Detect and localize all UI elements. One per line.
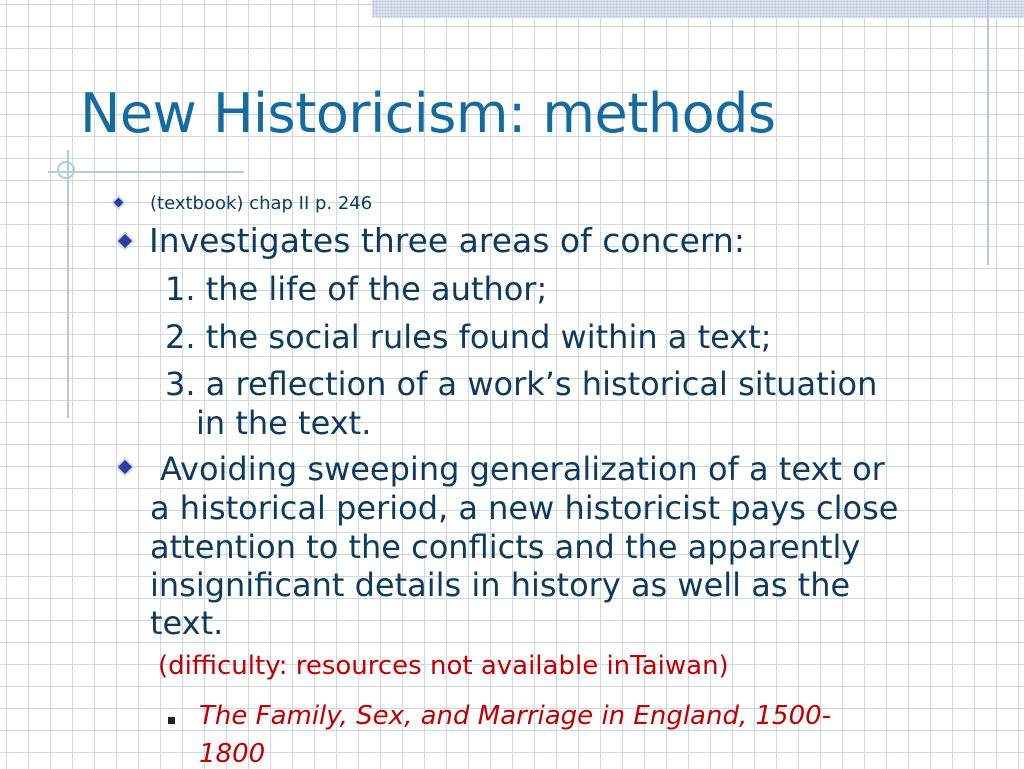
diamond-bullet-icon (118, 460, 132, 474)
decorative-rule-left (67, 150, 69, 418)
decorative-rule-title (48, 171, 244, 173)
citation-text: (textbook) chap II p. 246 (150, 193, 373, 214)
square-bullet-icon (168, 717, 175, 724)
point2-line-5: text. (150, 604, 224, 642)
header-pattern (372, 0, 1024, 18)
point1-item-3-continued: in the text. (196, 404, 372, 442)
slide-title: New Historicism: methods (80, 82, 776, 145)
reference-title: The Family, Sex, and Marriage in England, 1500- (199, 701, 832, 731)
difficulty-note: (difficulty: resources not available inTaiwan) (158, 651, 729, 681)
point1-item-3: 3. a reflection of a work’s historical situation (165, 365, 878, 403)
decorative-rule-right (987, 0, 989, 265)
point1-item-1: 1. the life of the author; (165, 270, 548, 308)
point1-heading: Investigates three areas of concern: (149, 221, 745, 260)
point2-line-4: insignificant details in history as well as the (150, 566, 851, 604)
point2-line-1: Avoiding sweeping generalization of a text or (160, 450, 885, 488)
reference-title-continued: 1800 (199, 739, 266, 769)
point2-line-3: attention to the conflicts and the apparently (150, 528, 861, 566)
point1-item-2: 2. the social rules found within a text; (165, 318, 772, 356)
point2-line-2: a historical period, a new historicist pays close (150, 489, 899, 527)
diamond-bullet-icon (118, 234, 132, 248)
decorative-circle (57, 161, 75, 179)
diamond-bullet-icon (114, 198, 124, 208)
